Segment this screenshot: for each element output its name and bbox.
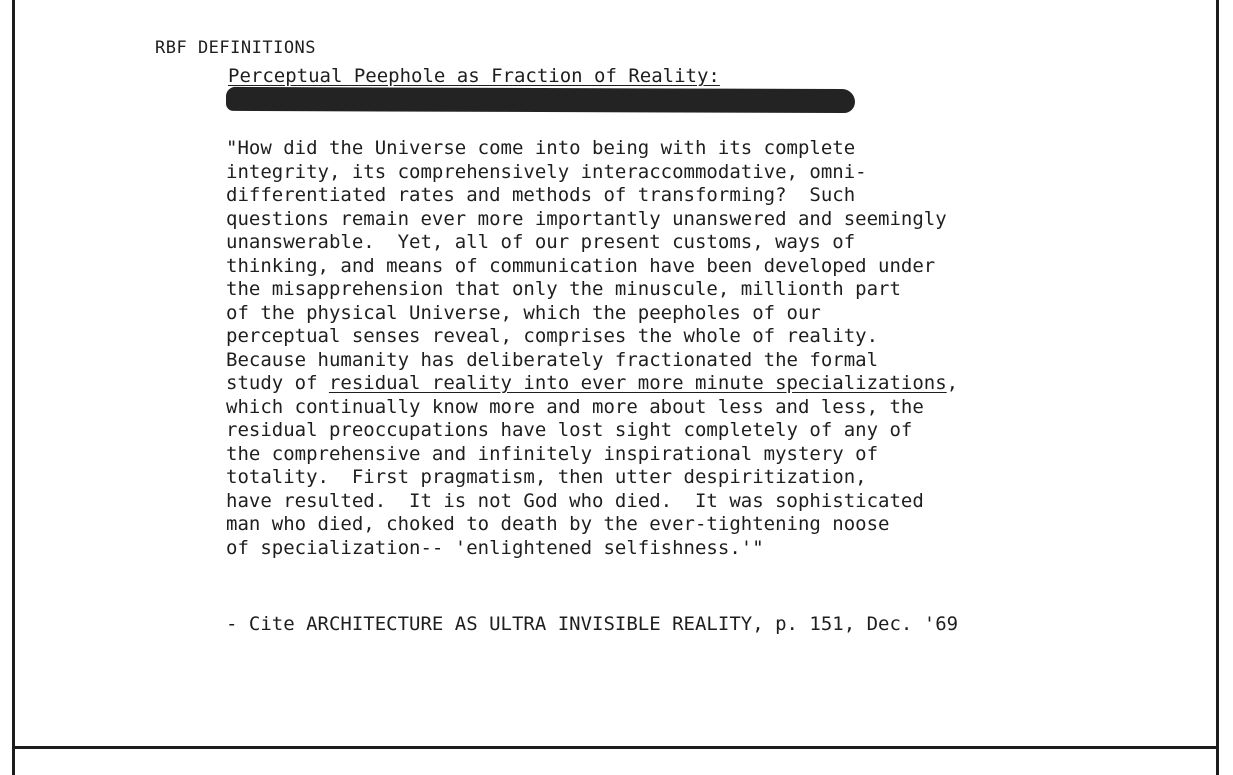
quote-line: differentiated rates and methods of transforming? Such (226, 184, 856, 206)
quote-line: of the physical Universe, which the peepholes of our (226, 301, 821, 324)
quote-line: Because humanity has deliberately fractionated the formal (226, 348, 879, 371)
document-header: RBF DEFINITIONS (155, 38, 317, 58)
card-border-right (1216, 0, 1219, 775)
quote-line: perceptual senses reveal, comprises the whole of reality. (226, 325, 879, 347)
citation: - Cite ARCHITECTURE AS ULTRA INVISIBLE REALITY, p. 151, Dec. '69 (226, 613, 959, 635)
card-border-left (12, 0, 15, 775)
quote-line: questions remain ever more importantly unanswered and seemingly (226, 207, 947, 230)
quote-line: residual preoccupations have lost sight completely of any of (226, 419, 913, 441)
quote-line-prefix: study of (226, 372, 329, 394)
quote-line: of specialization-- 'enlightened selfishness.'" (226, 536, 764, 559)
quote-line: which continually know more and more about less and less, the (226, 395, 924, 418)
quote-line-underlined (226, 372, 958, 396)
quote-body (226, 137, 958, 560)
quote-line: integrity, its comprehensively interaccommodative, omni- (226, 160, 867, 183)
quote-line: totality. First pragmatism, then utter despiritization, (226, 466, 867, 488)
card-border-bottom (12, 746, 1219, 749)
quote-line: man who died, choked to death by the ever-tightening noose (226, 513, 890, 535)
quote-line: unanswerable. Yet, all of our present customs, ways of (226, 231, 856, 253)
quote-line-suffix: , (946, 372, 959, 394)
redaction-mark (226, 87, 855, 113)
definition-title: Perceptual Peephole as Fraction of Reality: (228, 65, 720, 87)
quote-line: thinking, and means of communication have been developed under (226, 254, 936, 277)
underlined-phrase: residual reality into ever more minute specializations (328, 372, 947, 394)
quote-line: "How did the Universe come into being with its complete (226, 137, 856, 159)
quote-line: the comprehensive and infinitely inspirational mystery of (226, 442, 879, 465)
quote-line: have resulted. It is not God who died. It was sophisticated (226, 489, 924, 512)
quote-line: the misapprehension that only the minuscule, millionth part (226, 278, 901, 300)
